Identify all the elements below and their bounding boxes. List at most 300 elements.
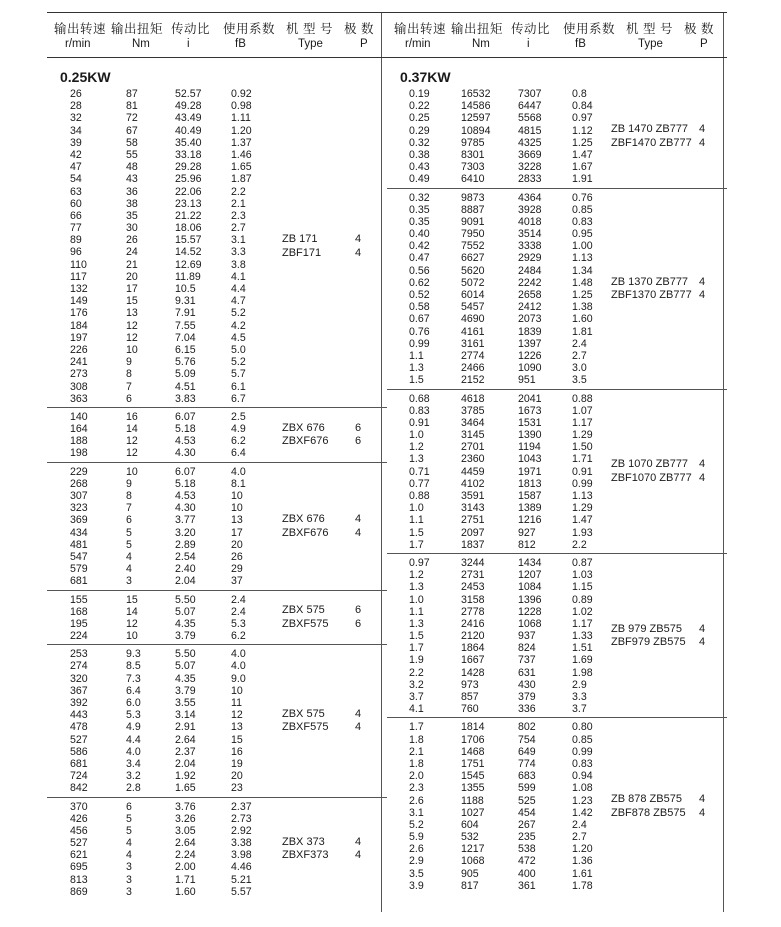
factor-cell: 0.83 [572,215,593,228]
model-type-line: ZBF979 ZB575 [611,636,686,649]
torque-cell: 6 [126,514,132,527]
ratio-cell: 11.89 [175,270,201,283]
table-row [387,654,727,666]
factor-cell: 1.07 [572,404,593,417]
pole-count: 4 [699,289,706,302]
table-row [387,843,727,855]
ratio-cell: 525 [518,794,536,807]
table-row [47,837,387,849]
model-type-line: ZBF1070 ZB777 [611,471,692,484]
table-row [47,746,387,758]
ratio-cell: 1434 [518,556,542,569]
ratio-cell: 2.40 [175,563,196,576]
speed-cell: 60 [70,197,82,210]
torque-cell: 2360 [461,453,485,466]
speed-cell: 3.9 [409,879,424,892]
speed-cell: 54 [70,173,82,186]
factor-cell: 0.89 [572,593,593,606]
pole-count: 4 [355,513,362,526]
ratio-cell: 5.18 [175,423,196,436]
pole-count: 4 [699,806,706,819]
speed-cell: 869 [70,885,88,898]
ratio-cell: 3.77 [175,514,196,527]
table-row [47,173,387,185]
factor-cell: 1.48 [572,276,593,289]
model-poles [355,836,361,863]
speed-cell: 370 [70,800,88,813]
factor-cell: 1.25 [572,136,593,149]
table-row [387,514,727,526]
factor-cell: 3.8 [231,258,246,271]
speed-cell: 164 [70,423,88,436]
factor-cell: 2.9 [572,678,587,691]
model-type-line: ZB 979 ZB575 [611,622,682,635]
factor-cell: 6.1 [231,380,246,393]
table-row [47,447,387,459]
torque-cell: 7552 [461,240,485,253]
ratio-cell: 5.50 [175,648,196,661]
torque-cell: 4.0 [126,745,141,758]
torque-cell: 5 [126,824,132,837]
header-unit-speed: r/min [405,38,431,50]
model-type-line: ZBF878 ZB575 [611,806,686,819]
ratio-cell: 4.30 [175,447,196,460]
ratio-cell: 1194 [518,441,541,454]
ratio-cell: 5.18 [175,477,196,490]
torque-cell: 36 [126,185,138,198]
table-row [47,861,387,873]
header-unit-type: Type [298,38,323,50]
speed-cell: 77 [70,222,82,235]
header-unit-service-factor: fB [575,38,586,50]
factor-cell: 1.51 [572,642,593,655]
torque-cell: 13 [126,307,138,320]
table-row [387,338,727,350]
ratio-cell: 937 [518,630,536,643]
pole-count: 4 [355,707,362,720]
torque-cell: 1217 [461,843,485,856]
factor-cell: 3.1 [231,234,246,247]
speed-cell: 140 [70,410,88,423]
factor-cell: 1.25 [572,289,593,301]
speed-cell: 0.58 [409,301,430,314]
factor-cell: 2.5 [231,410,246,423]
table-row [47,758,387,770]
ratio-cell: 683 [518,770,536,783]
torque-cell: 817 [461,879,479,892]
ratio-cell: 6.15 [175,343,196,356]
speed-cell: 66 [70,209,82,222]
ratio-cell: 1226 [518,349,542,362]
ratio-cell: 2073 [518,313,542,326]
table-header [47,12,387,58]
torque-cell: 3161 [461,337,485,350]
pole-count: 6 [355,604,362,617]
speed-cell: 0.56 [409,264,430,277]
model-group [47,88,387,408]
speed-cell: 241 [70,356,88,369]
model-poles [699,458,705,485]
speed-cell: 155 [70,593,88,606]
torque-cell: 14586 [461,100,491,113]
torque-cell: 1188 [461,794,484,807]
torque-cell: 5072 [461,276,485,289]
speed-cell: 273 [70,368,88,381]
table-row [387,606,727,618]
table-row [47,435,387,447]
torque-cell: 3158 [461,593,485,606]
torque-cell: 6.4 [126,684,141,697]
table-row [387,880,727,892]
model-type-line: ZBX 373 [282,835,325,848]
ratio-cell: 430 [518,678,536,691]
model-type-line: ZBX 676 [282,421,325,434]
table-row [47,149,387,161]
table-0-37kw [387,12,727,894]
ratio-cell: 361 [518,879,536,892]
table-row [387,527,727,539]
torque-cell: 5 [126,812,132,825]
model-type-line: ZB 1470 ZB777 [611,123,689,136]
model-group [47,798,387,901]
ratio-cell: 1390 [518,429,542,442]
ratio-cell: 3.26 [175,812,196,825]
speed-cell: 229 [70,465,88,478]
ratio-cell: 599 [518,782,536,795]
speed-cell: 0.97 [409,556,430,569]
speed-cell: 1.3 [409,581,424,594]
torque-cell: 5.3 [126,709,141,722]
speed-cell: 168 [70,605,88,618]
factor-cell: 6.4 [231,447,246,460]
torque-cell: 4690 [461,313,485,326]
factor-cell: 1.50 [572,441,593,454]
speed-cell: 0.43 [409,161,430,174]
factor-cell: 1.20 [231,124,252,137]
speed-cell: 1.8 [409,757,424,770]
speed-cell: 842 [70,782,88,795]
factor-cell: 1.29 [572,429,593,442]
torque-cell: 2097 [461,526,485,539]
factor-cell: 1.02 [572,605,593,618]
ratio-cell: 3669 [518,148,542,161]
speed-cell: 89 [70,234,82,247]
ratio-cell: 4325 [518,136,542,149]
table-row [47,825,387,837]
speed-cell: 681 [70,575,88,588]
ratio-cell: 29.28 [175,161,202,174]
table-row [47,100,387,112]
factor-cell: 4.4 [231,283,246,295]
torque-cell: 857 [461,691,479,703]
ratio-cell: 538 [518,843,536,856]
torque-cell: 3.4 [126,757,141,770]
pole-count: 4 [355,721,362,734]
speed-cell: 1.5 [409,526,424,539]
speed-cell: 0.71 [409,465,430,478]
model-type-line: ZBXF575 [282,617,329,630]
ratio-cell: 1531 [518,416,542,429]
table-row [47,782,387,794]
speed-cell: 681 [70,757,88,770]
factor-cell: 13 [231,514,243,527]
speed-cell: 3.2 [409,678,424,691]
torque-cell: 3785 [461,404,485,417]
table-row [47,527,387,539]
speed-cell: 2.6 [409,843,424,856]
torque-cell: 4.9 [126,721,141,734]
factor-cell: 2.2 [572,538,587,551]
speed-cell: 1.1 [409,605,424,618]
header-service-factor: 使用系数 [563,22,616,36]
torque-cell: 3143 [461,502,485,515]
ratio-cell: 400 [518,867,536,880]
torque-cell: 2731 [461,569,485,582]
torque-cell: 4102 [461,477,485,490]
factor-cell: 4.5 [231,331,246,344]
speed-cell: 0.40 [409,228,430,241]
factor-cell: 1.36 [572,855,593,868]
torque-cell: 2.8 [126,782,141,795]
factor-cell: 2.2 [231,185,246,198]
pole-count: 4 [699,275,706,288]
ratio-cell: 5568 [518,112,542,125]
torque-cell: 5 [126,526,132,539]
torque-cell: 9091 [461,215,485,228]
speed-cell: 188 [70,435,88,448]
header-service-factor: 使用系数 [223,22,276,36]
speed-cell: 0.42 [409,240,430,253]
speed-cell: 1.3 [409,453,424,466]
speed-cell: 1.1 [409,514,424,527]
ratio-cell: 5.50 [175,593,196,606]
torque-cell: 1751 [461,757,485,770]
factor-cell: 26 [231,550,243,563]
torque-cell: 17 [126,283,138,295]
torque-cell: 12 [126,447,138,460]
header-unit-type: Type [638,38,663,50]
ratio-cell: 5.07 [175,605,196,618]
torque-cell: 905 [461,867,479,880]
ratio-cell: 4.51 [175,380,196,393]
speed-cell: 184 [70,319,88,332]
pole-count: 6 [355,617,362,630]
table-0-25kw [47,12,387,900]
speed-cell: 527 [70,733,88,746]
table-row [47,502,387,514]
ratio-cell: 52.57 [175,88,202,100]
factor-cell: 4.46 [231,861,252,874]
torque-cell: 7 [126,502,132,515]
factor-cell: 2.7 [572,831,587,844]
factor-cell: 2.4 [231,593,246,606]
header-unit-ratio: i [527,38,530,50]
torque-cell: 8 [126,490,132,502]
speed-cell: 132 [70,283,88,295]
factor-cell: 1.60 [572,313,593,326]
ratio-cell: 649 [518,745,536,758]
header-speed: 输出转速 [394,22,447,36]
factor-cell: 20 [231,770,243,783]
speed-cell: 47 [70,161,82,174]
header-torque: 输出扭矩 [111,22,164,36]
speed-cell: 443 [70,709,88,722]
factor-cell: 2.7 [572,349,587,362]
torque-cell: 14 [126,605,138,618]
ratio-cell: 1.65 [175,782,196,795]
table-row [387,228,727,240]
factor-cell: 5.2 [231,356,246,369]
torque-cell: 6627 [461,252,485,265]
table-row [387,350,727,362]
factor-cell: 16 [231,745,243,758]
header-poles: 极 数 [684,22,714,36]
table-row [387,490,727,502]
table-row [387,374,727,386]
factor-cell: 0.84 [572,100,593,113]
torque-cell: 20 [126,270,138,283]
speed-cell: 0.68 [409,392,430,405]
speed-cell: 39 [70,136,82,149]
speed-cell: 224 [70,630,88,643]
model-type [611,123,692,150]
factor-cell: 23 [231,782,243,795]
speed-cell: 307 [70,490,88,502]
factor-cell: 1.91 [572,173,593,186]
speed-cell: 1.2 [409,569,424,582]
table-row [387,703,727,715]
factor-cell: 0.97 [572,112,593,125]
model-group [47,645,387,797]
model-type-line: ZB 878 ZB575 [611,793,682,806]
model-type-line: ZBXF676 [282,526,329,539]
factor-cell: 0.80 [572,721,593,734]
model-poles [355,422,361,449]
factor-cell: 5.21 [231,873,252,886]
factor-cell: 10 [231,684,243,697]
factor-cell: 19 [231,757,243,770]
model-type [282,422,328,449]
table-row [47,320,387,332]
table-row [47,246,387,258]
speed-cell: 0.25 [409,112,430,125]
factor-cell: 20 [231,538,243,551]
torque-cell: 7303 [461,161,485,174]
table-row [387,252,727,264]
speed-cell: 2.6 [409,794,424,807]
torque-cell: 12 [126,331,138,344]
speed-cell: 434 [70,526,88,539]
torque-cell: 58 [126,136,138,149]
speed-cell: 426 [70,812,88,825]
speed-cell: 110 [70,258,87,271]
table-row [387,173,727,185]
factor-cell: 4.0 [231,465,246,478]
torque-cell: 4 [126,837,132,850]
header-type: 机 型 号 [626,22,673,36]
factor-cell: 2.37 [231,800,252,813]
speed-cell: 0.83 [409,404,430,417]
model-type-line: ZBXF575 [282,721,329,734]
speed-cell: 392 [70,697,88,709]
factor-cell: 0.99 [572,745,593,758]
table-row [47,709,387,721]
factor-cell: 4.2 [231,319,246,332]
torque-cell: 1468 [461,745,485,758]
ratio-cell: 4.30 [175,502,196,515]
speed-cell: 1.0 [409,502,424,515]
torque-cell: 26 [126,234,138,247]
ratio-cell: 802 [518,721,536,734]
ratio-cell: 7307 [518,88,542,100]
torque-cell: 4 [126,550,132,563]
speed-cell: 527 [70,837,88,850]
factor-cell: 1.87 [231,173,252,186]
pole-count: 4 [699,636,706,649]
table-row [387,679,727,691]
table-row [47,112,387,124]
model-type [611,276,692,303]
ratio-cell: 22.06 [175,185,202,198]
speed-cell: 26 [70,88,82,100]
speed-cell: 363 [70,392,88,405]
table-row [387,100,727,112]
model-type-line: ZB 171 [282,233,318,246]
ratio-cell: 3.79 [175,630,196,643]
speed-cell: 547 [70,550,88,563]
speed-cell: 268 [70,477,88,490]
torque-cell: 5620 [461,264,485,277]
speed-cell: 813 [70,873,88,886]
ratio-cell: 774 [518,757,536,770]
factor-cell: 1.46 [231,148,252,161]
model-group [387,88,727,189]
table-row [47,271,387,283]
torque-cell: 604 [461,818,479,831]
ratio-cell: 7.91 [175,307,196,320]
ratio-cell: 737 [518,654,536,667]
pole-count: 4 [699,622,706,635]
factor-cell: 11 [231,697,242,709]
factor-cell: 1.17 [572,617,593,630]
speed-cell: 0.77 [409,477,430,490]
factor-cell: 1.12 [572,124,593,137]
factor-cell: 2.3 [231,209,246,222]
ratio-cell: 1.60 [175,885,196,898]
speed-cell: 3.1 [409,806,424,819]
ratio-cell: 40.49 [175,124,202,137]
header-unit-service-factor: fB [235,38,246,50]
ratio-cell: 1813 [518,477,542,490]
speed-cell: 0.19 [409,88,430,100]
torque-cell: 14 [126,423,138,436]
table-row [47,849,387,861]
ratio-cell: 1.92 [175,770,196,783]
table-row [47,801,387,813]
factor-cell: 37 [231,575,243,588]
ratio-cell: 4.35 [175,672,196,685]
ratio-cell: 2929 [518,252,542,265]
speed-cell: 28 [70,100,82,113]
factor-cell: 17 [231,526,243,539]
torque-cell: 12 [126,319,138,332]
torque-cell: 9 [126,356,132,369]
ratio-cell: 235 [518,831,536,844]
table-row [47,210,387,222]
factor-cell: 6.2 [231,630,246,643]
torque-cell: 35 [126,209,138,222]
torque-cell: 1027 [461,806,485,819]
